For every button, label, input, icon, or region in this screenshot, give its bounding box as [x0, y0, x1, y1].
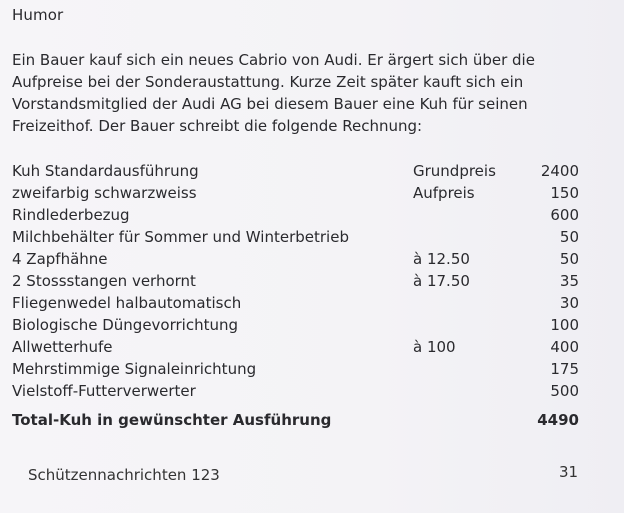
invoice-amount: 50 — [559, 228, 579, 246]
intro-line: Vorstandsmitglied der Audi AG bei diesem Bauer eine Kuh für seinen — [12, 95, 528, 113]
invoice-row — [12, 248, 582, 270]
invoice-row — [12, 358, 582, 380]
footer-publication: Schützennachrichten 123 — [28, 466, 220, 484]
invoice-note: à 12.50 — [413, 250, 470, 268]
invoice-amount: 600 — [550, 206, 579, 224]
invoice-amount: 150 — [550, 184, 579, 202]
intro-line: Freizeithof. Der Bauer schreibt die folgende Rechnung: — [12, 117, 423, 135]
invoice-total-amount: 4490 — [537, 411, 579, 429]
invoice-row — [12, 160, 582, 182]
invoice-total-label: Total-Kuh in gewünschter Ausführung — [12, 411, 332, 429]
invoice-item: Allwetterhufe — [12, 338, 113, 356]
invoice-item: Mehrstimmige Signaleinrichtung — [12, 360, 257, 378]
invoice-row — [12, 314, 582, 336]
invoice-item: 2 Stossstangen verhornt — [12, 272, 196, 290]
section-heading: Humor — [12, 6, 64, 24]
invoice-item: Vielstoff-Futterverwerter — [12, 382, 196, 400]
invoice-item: Milchbehälter für Sommer und Winterbetrieb — [12, 228, 349, 246]
invoice-item: Fliegenwedel halbautomatisch — [12, 294, 242, 312]
invoice-amount: 175 — [550, 360, 579, 378]
invoice-total-row — [12, 409, 582, 431]
invoice-row — [12, 182, 582, 204]
invoice-row — [12, 336, 582, 358]
intro-paragraph — [12, 49, 612, 137]
invoice-item: Rindlederbezug — [12, 206, 130, 224]
invoice-item: Biologische Düngevorrichtung — [12, 316, 239, 334]
invoice-item: Kuh Standardausführung — [12, 162, 199, 180]
invoice-amount: 100 — [550, 316, 579, 334]
invoice-item: zweifarbig schwarzweiss — [12, 184, 197, 202]
invoice-note: à 100 — [413, 338, 456, 356]
intro-line: Aufpreise bei der Sonderaustattung. Kurze Zeit später kauft sich ein — [12, 73, 524, 91]
invoice-row — [12, 204, 582, 226]
invoice-table — [12, 160, 582, 431]
page-number: 31 — [559, 463, 579, 481]
intro-line: Ein Bauer kauf sich ein neues Cabrio von Audi. Er ärgert sich über die — [12, 51, 535, 69]
invoice-note: Aufpreis — [413, 184, 475, 202]
invoice-note: Grundpreis — [413, 162, 496, 180]
invoice-amount: 50 — [559, 250, 579, 268]
invoice-amount: 500 — [550, 382, 579, 400]
invoice-row — [12, 380, 582, 402]
invoice-amount: 35 — [559, 272, 579, 290]
invoice-amount: 400 — [550, 338, 579, 356]
invoice-row — [12, 270, 582, 292]
invoice-row — [12, 226, 582, 248]
invoice-note: à 17.50 — [413, 272, 470, 290]
invoice-row — [12, 292, 582, 314]
invoice-amount: 30 — [559, 294, 579, 312]
invoice-item: 4 Zapfhähne — [12, 250, 108, 268]
invoice-amount: 2400 — [540, 162, 579, 180]
